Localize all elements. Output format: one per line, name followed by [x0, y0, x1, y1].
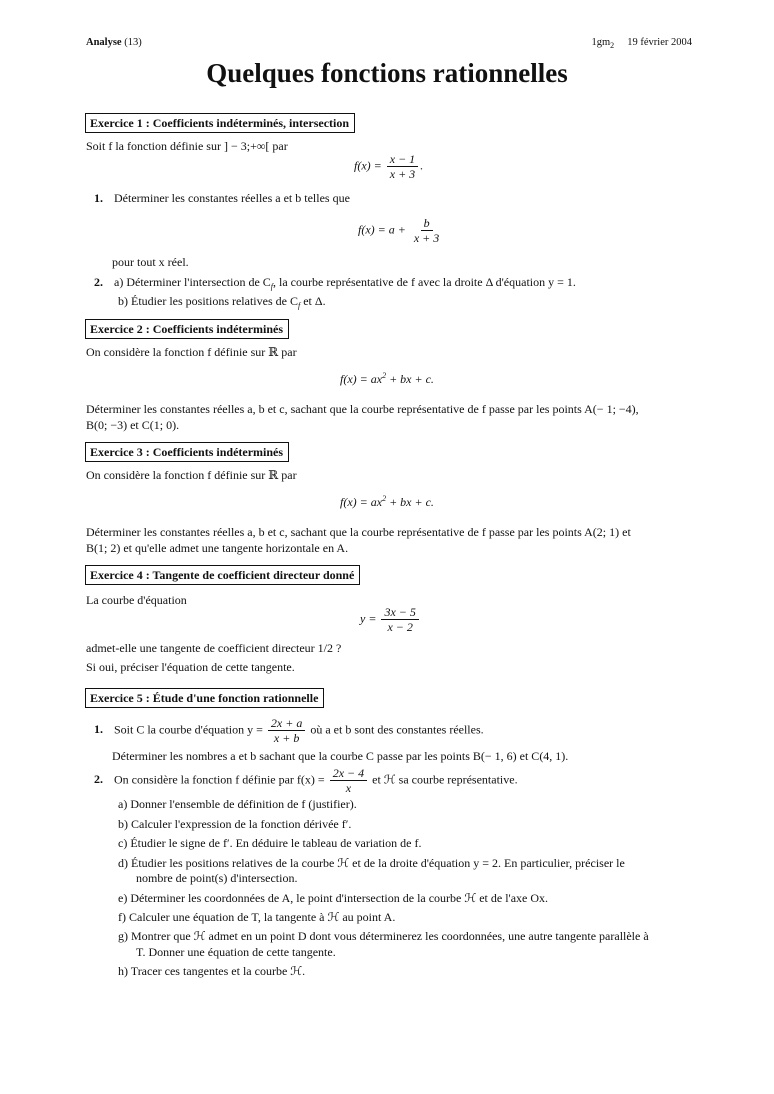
ex5-q1-a: Soit C la courbe d'équation y = [114, 722, 263, 737]
q2b-rest: et Δ. [300, 294, 326, 308]
exercise-2-function [340, 371, 434, 387]
exercise-3-text-1: Déterminer les constantes réelles a, b et c, sachant que la courbe représentative de f passe par les points A(2; 1) et [86, 525, 631, 539]
ex5-q2-denominator: x [345, 781, 352, 795]
ex5-q2-fraction [330, 766, 367, 795]
decomp-fraction [411, 216, 442, 245]
f-lhs: f(x) = [354, 158, 382, 173]
q1-text: Déterminer les constantes réelles a et b telles que [114, 191, 350, 205]
exercise-4-heading: Exercice 4 : Tangente de coefficient directeur donné [85, 565, 360, 585]
q2b-text: b) Étudier les positions relatives de C [118, 294, 298, 308]
ex5-q1-denominator: x + b [273, 731, 300, 745]
exercise-4-question: admet-elle une tangente de coefficient directeur 1/2 ? [86, 641, 342, 655]
exercise-3-heading: Exercice 3 : Coefficients indéterminés [85, 442, 289, 462]
q2b-sub: f [297, 301, 301, 310]
ex5-q1-b: où a et b sont des constantes réelles. [310, 722, 484, 737]
exercise-1-q1-end: pour tout x réel. [112, 255, 189, 269]
exercise-5-q1 [94, 716, 484, 745]
ex5-q2-numerator: 2x − 4 [330, 766, 367, 781]
ex5-q1-numerator: 2x + a [268, 716, 305, 731]
exercise-5-q2 [94, 766, 518, 795]
exercise-3-text-2: B(1; 2) et qu'elle admet une tangente horizontale en A. [86, 541, 349, 555]
f-end: . [420, 158, 424, 173]
exercise-1-q1 [94, 191, 350, 205]
exercise-5-q1-line-2: Déterminer les nombres a et b sachant que la courbe C passe par les points B(− 1, 6) et C(4, 1). [112, 749, 569, 763]
exercise-1-decomposition [358, 216, 444, 245]
decomp-numerator: b [421, 216, 433, 231]
running-header-left [86, 37, 142, 48]
ex2-eq-sup: 2 [382, 371, 387, 380]
q2a-sub: f [270, 282, 274, 291]
header-subject: Analyse [86, 37, 122, 48]
ex5-q1-fraction [268, 716, 305, 745]
f-fraction [387, 152, 418, 181]
q2-number: 2. [94, 275, 103, 289]
running-header-right [591, 37, 692, 50]
exercise-5-item-h: h) Tracer ces tangentes et la courbe ℋ. [118, 964, 306, 978]
exercise-5-item-f: f) Calculer une équation de T, la tangente à ℋ au point A. [118, 910, 396, 924]
exercise-4-question-2: Si oui, préciser l'équation de cette tangente. [86, 660, 295, 674]
exercise-4-intro: La courbe d'équation [86, 593, 187, 607]
ex3-eq-b: + bx + c. [386, 495, 434, 509]
header-date: 19 février 2004 [627, 37, 692, 48]
exercise-2-heading: Exercice 2 : Coefficients indéterminés [85, 319, 289, 339]
exercise-3-function [340, 494, 434, 510]
ex4-lhs: y = [360, 611, 377, 626]
ex2-eq-a: f(x) = ax [340, 372, 383, 386]
q2a-text: a) Déterminer l'intersection de C [114, 275, 271, 289]
exercise-5-item-d: d) Étudier les positions relatives de la courbe ℋ et de la droite d'équation y = 2. En particulier, préciser le [118, 856, 625, 870]
exercise-1-q2b [118, 294, 326, 313]
exercise-5-item-d-cont: nombre de point(s) d'intersection. [136, 871, 298, 885]
exercise-1-heading: Exercice 1 : Coefficients indéterminés, intersection [85, 113, 355, 133]
ex5-q2-number: 2. [94, 772, 103, 787]
exercise-3-intro: On considère la fonction f définie sur ℝ par [86, 468, 297, 482]
ex5-q1-number: 1. [94, 722, 103, 737]
ex3-eq-sup: 2 [382, 494, 387, 503]
exercise-2-text-1: Déterminer les constantes réelles a, b et c, sachant que la courbe représentative de f passe par les points A(− 1; −4), [86, 402, 639, 416]
exercise-5-item-g: g) Montrer que ℋ admet en un point D dont vous déterminerez les coordonnées, une autre tangente parallèle à [118, 929, 649, 943]
ex4-denominator: x − 2 [387, 620, 413, 634]
header-class-sub: 2 [610, 41, 615, 50]
header-number: (13) [121, 37, 142, 48]
exercise-2-text-2: B(0; −3) et C(1; 0). [86, 418, 180, 432]
exercise-4-curve [360, 605, 421, 634]
q2a-rest: , la courbe représentative de f avec la droite Δ d'équation y = 1. [273, 275, 576, 289]
ex4-numerator: 3x − 5 [381, 605, 418, 620]
exercise-1-intro: Soit f la fonction définie sur ] − 3;+∞[ par [86, 139, 288, 153]
exercise-2-intro: On considère la fonction f définie sur ℝ par [86, 345, 297, 359]
ex3-eq-a: f(x) = ax [340, 495, 383, 509]
exercise-5-item-c: c) Étudier le signe de f′. En déduire le tableau de variation de f. [118, 836, 422, 850]
exercise-5-item-g-cont: T. Donner une équation de cette tangente. [136, 945, 336, 959]
q1-number: 1. [94, 191, 103, 205]
ex5-q2-b: et ℋ sa courbe représentative. [372, 772, 518, 787]
ex4-fraction [381, 605, 418, 634]
ex2-eq-b: + bx + c. [386, 372, 434, 386]
exercise-5-item-a: a) Donner l'ensemble de définition de f (justifier). [118, 797, 357, 811]
exercise-5-item-b: b) Calculer l'expression de la fonction dérivée f′. [118, 817, 352, 831]
exercise-1-q2a [94, 275, 576, 294]
f-numerator: x − 1 [387, 152, 418, 167]
page-title: Quelques fonctions rationnelles [206, 58, 568, 88]
f-denominator: x + 3 [389, 167, 416, 181]
header-class: 1gm [591, 37, 611, 48]
decomp-lhs: f(x) = a + [358, 222, 406, 237]
exercise-1-function [354, 152, 423, 181]
decomp-denominator: x + 3 [413, 231, 440, 245]
exercise-5-item-e: e) Déterminer les coordonnées de A, le point d'intersection de la courbe ℋ et de l'axe Ox. [118, 891, 549, 905]
exercise-5-heading: Exercice 5 : Étude d'une fonction rationnelle [85, 688, 324, 708]
ex5-q2-a: On considère la fonction f définie par f(x) = [114, 772, 325, 787]
